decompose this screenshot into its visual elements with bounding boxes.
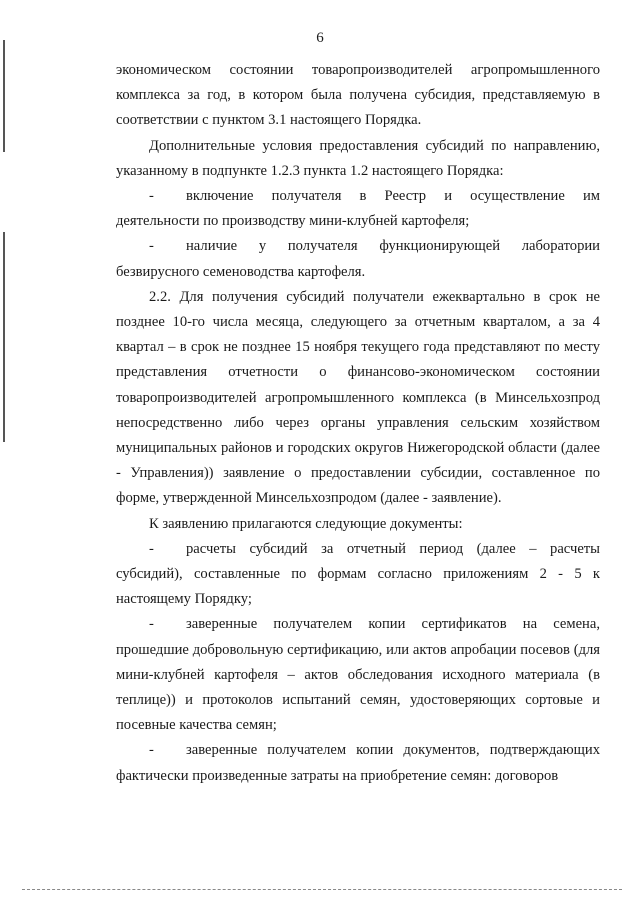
paragraph-text: расчеты субсидий за отчетный период (далее – расчеты субсидий), составленные по формам согласно приложениям 2 - 5 к настоящему Порядку;	[116, 540, 600, 608]
bullet-item	[116, 184, 600, 234]
paragraph-text: 2.2. Для получения субсидий получатели ежеквартально в срок не позднее 10-го числа месяца, следующего за отчетным кварталом, а за 4 квартал – в срок не позднее 15 ноября текущего года представляют по месту представления отчетности о финансово-экономическом состоянии товаропроизводителей агропромышленного комплекса (в Минсельхозпрод непосредственно либо через органы управления сельским хозяйством муниципальных районов и городских округов Нижегородской области (далее - Управления)) заявление о предоставлении субсидии, составленное по форме, утвержденной Минсельхозпродом (далее - заявление).	[116, 288, 600, 507]
paragraph-text: заверенные получателем копии сертификатов на семена, прошедшие добровольную сертификацию, или актов апробации посевов (для мини-клубней картофеля – актов обследования исходного материала (в теплице)) и протоколов испытаний семян, удостоверяющих сортовые и посевные качества семян;	[116, 616, 600, 734]
footer-divider	[22, 889, 622, 890]
bullet-item	[116, 738, 600, 788]
paragraph	[116, 285, 600, 512]
bullet-dash: -	[149, 540, 154, 557]
bullet-dash: -	[149, 238, 154, 255]
bullet-item	[116, 612, 600, 738]
paragraph	[116, 58, 600, 134]
bullet-dash: -	[149, 616, 154, 633]
bullet-dash: -	[149, 188, 154, 205]
document-body	[116, 58, 600, 789]
scan-edge-mark-bottom	[3, 232, 5, 442]
bullet-dash: -	[149, 742, 154, 759]
bullet-item	[116, 537, 600, 613]
paragraph-text: наличие у получателя функционирующей лаборатории безвирусного семеноводства картофеля.	[116, 238, 600, 280]
scan-edge-mark-top	[3, 40, 5, 152]
paragraph-text: Дополнительные условия предоставления субсидий по направлению, указанному в подпункте 1.2.3 пункта 1.2 настоящего Порядка:	[116, 137, 600, 179]
paragraph-text: включение получателя в Реестр и осуществление им деятельности по производству мини-клубней картофеля;	[116, 188, 600, 230]
paragraph-text: экономическом состоянии товаропроизводителей агропромышленного комплекса за год, в котором была получена субсидия, представляемую в соответствии с пунктом 3.1 настоящего Порядка.	[116, 62, 600, 129]
bullet-item	[116, 234, 600, 284]
paragraph	[116, 134, 600, 184]
paragraph	[116, 512, 600, 537]
paragraph-text: К заявлению прилагаются следующие документы:	[149, 515, 463, 532]
page-number: 6	[316, 30, 324, 46]
paragraph-text: заверенные получателем копии документов, подтверждающих фактически произведенные затраты на приобретение семян: договоров	[116, 742, 600, 784]
